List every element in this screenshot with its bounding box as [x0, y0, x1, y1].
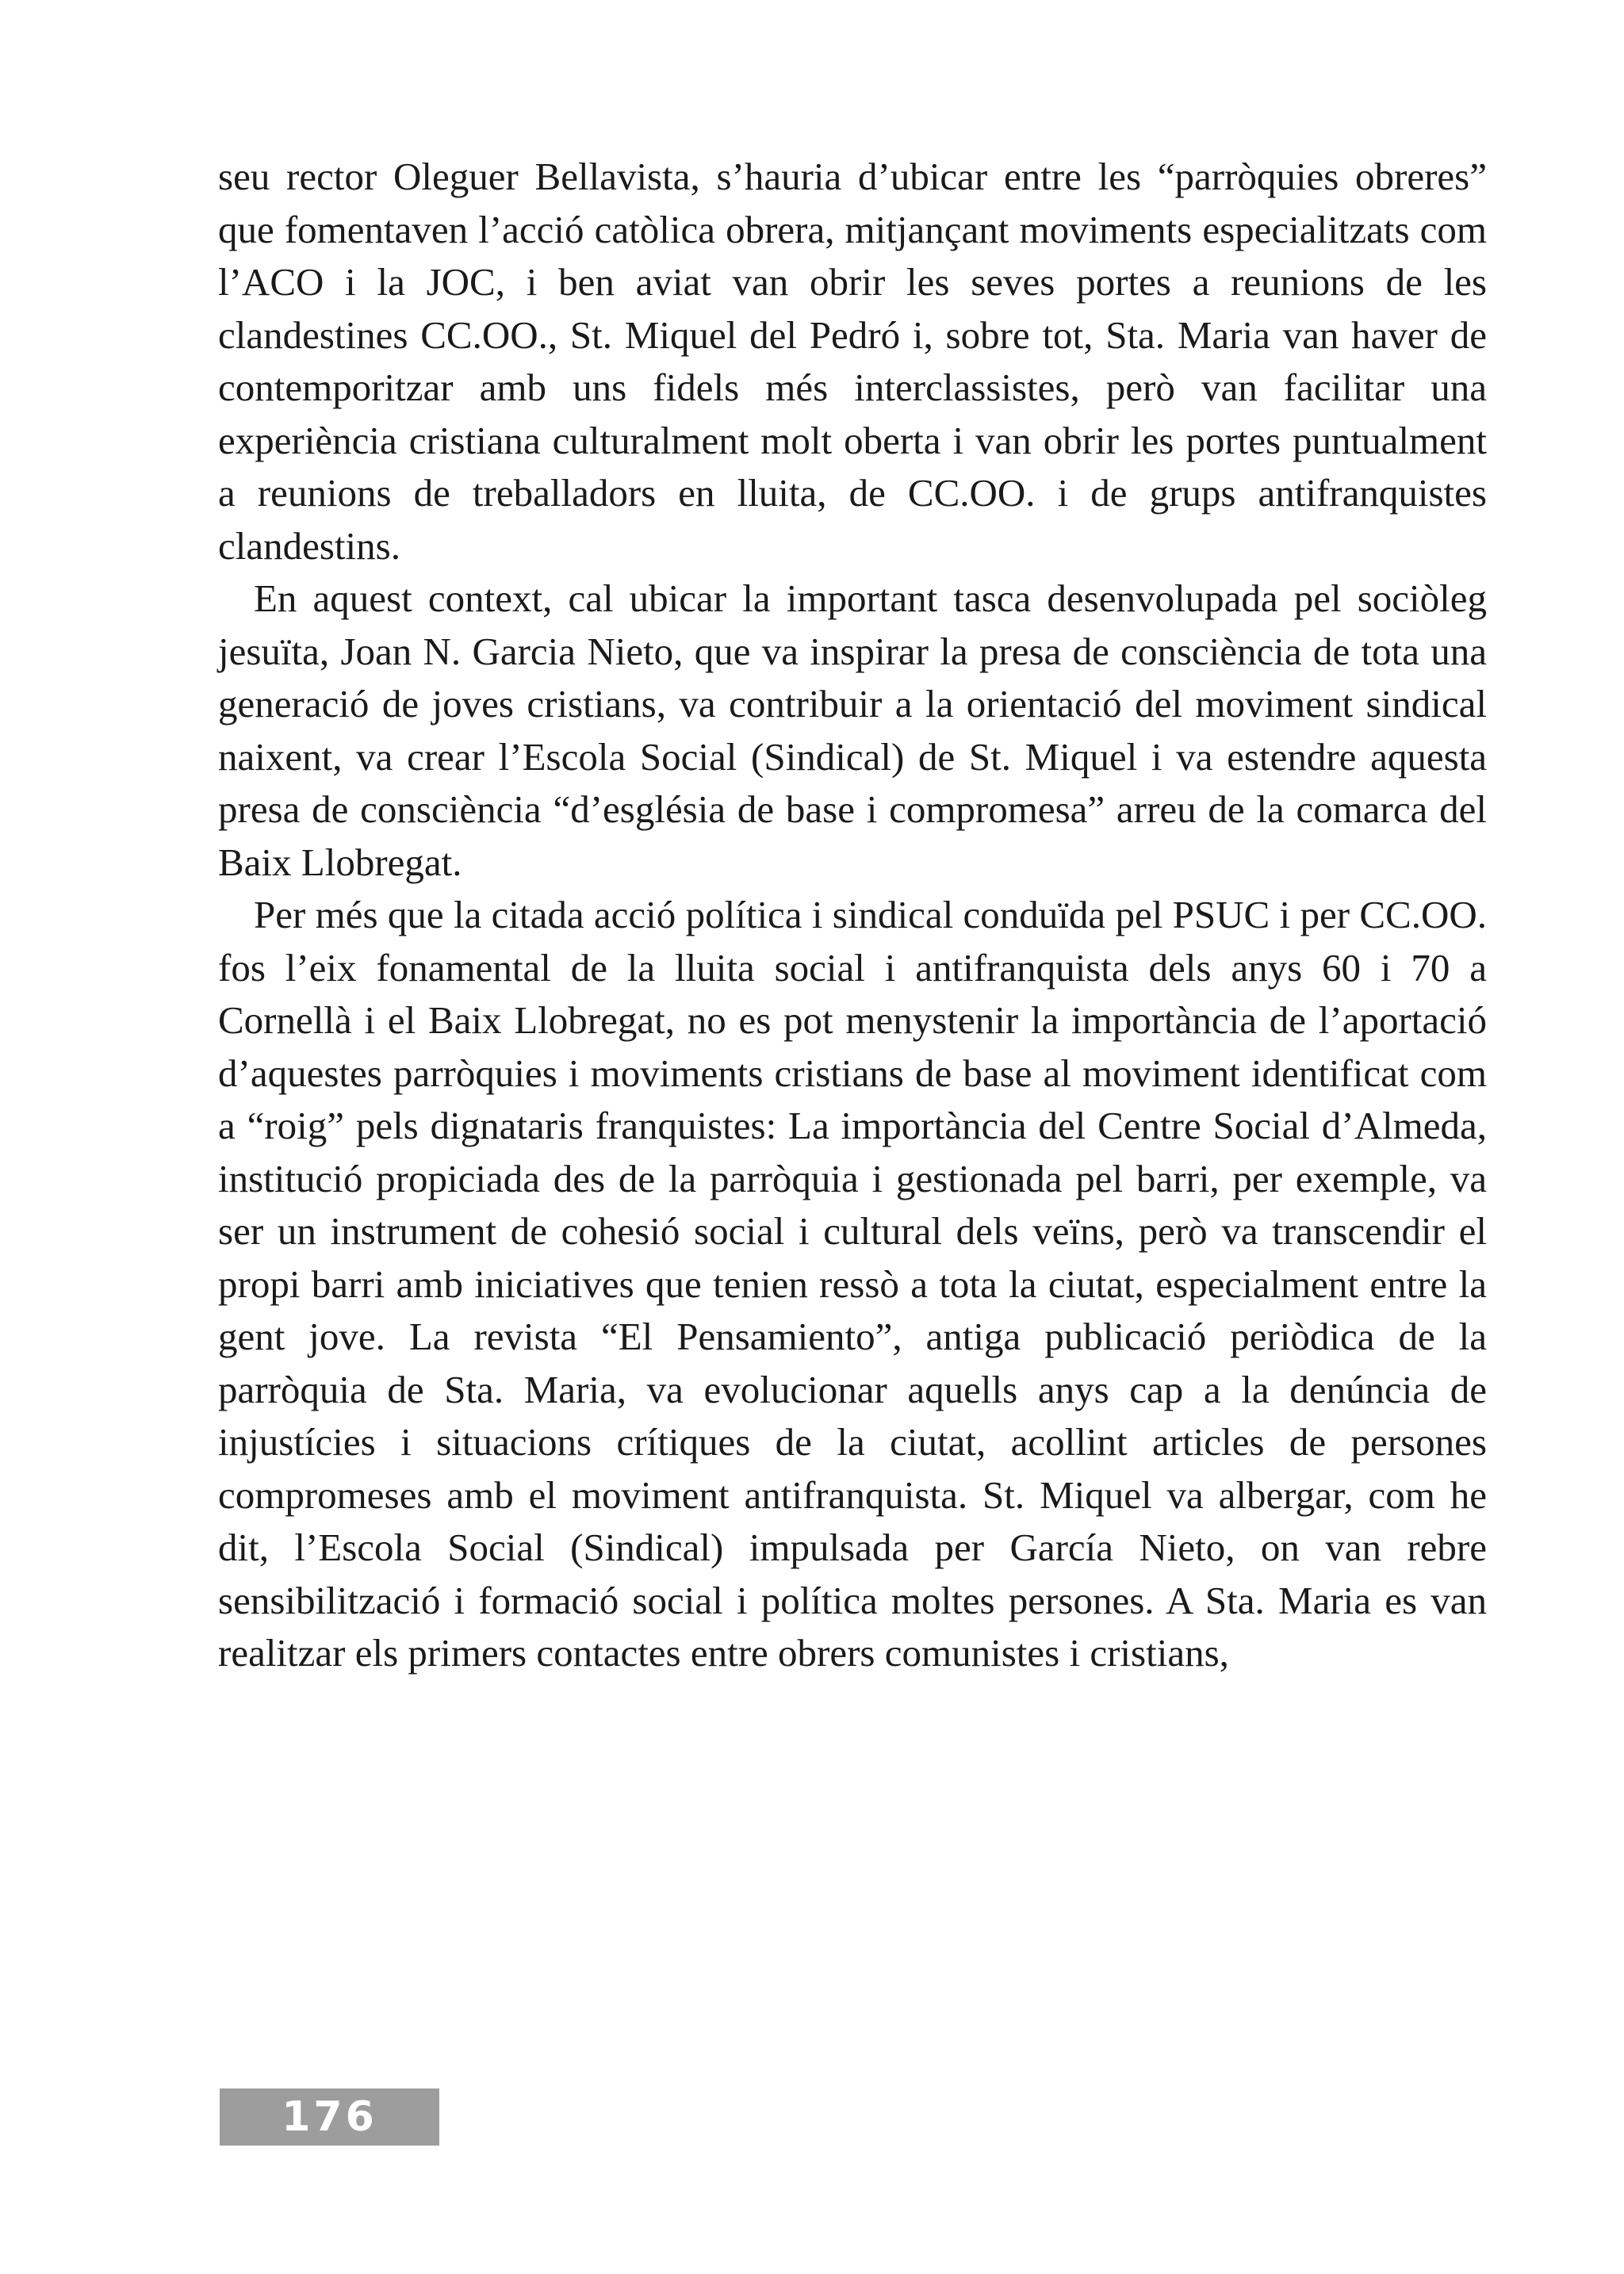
- page-number: 176: [282, 2093, 377, 2141]
- body-text: [218, 151, 1487, 1680]
- paragraph-psuc-ccoo: Per més que la citada acció política i sindical conduïda pel PSUC i per CC.OO. fos l’eix fonamental de la lluita social i antifranquista dels anys 60 i 70 a Cornellà i el Baix Llobregat, no es pot menystenir la importància de l’aportació d’aquestes parròquies i moviments cristians de base al moviment identificat com a “roig” pels dignataris franquistes: La importància del Centre Social d’Almeda, institució propiciada des de la parròquia i gestionada pel barri, per exemple, va ser un instrument de cohesió social i cultural dels veïns, però va transcendir el propi barri amb iniciatives que tenien ressò a tota la ciutat, especialment entre la gent jove. La revista “El Pensamiento”, antiga publicació periòdica de la parròquia de Sta. Maria, va evolucionar aquells anys cap a la denúncia de injustícies i situacions crítiques de la ciutat, acollint articles de persones compromeses amb el moviment antifranquista. St. Miquel va albergar, com he dit, l’Escola Social (Sindical) impulsada per García Nieto, on van rebre sensibilització i formació social i política moltes persones. A Sta. Maria es van realitzar els primers contactes entre obrers comunistes i cristians,: [218, 893, 1487, 1675]
- paragraph-garcia-nieto: En aquest context, cal ubicar la important tasca desenvolupada pel sociòleg jesuïta, Joan N. Garcia Nieto, que va inspirar la presa de consciència de tota una generació de joves cristians, va contribuir a la orientació del moviment sindical naixent, va crear l’Escola Social (Sindical) de St. Miquel i va estendre aquesta presa de consciència “d’església de base i compromesa” arreu de la comarca del Baix Llobregat.: [218, 576, 1487, 884]
- paragraph-continuation: seu rector Oleguer Bellavista, s’hauria d’ubicar entre les “parròquies obreres” que fomentaven l’acció catòlica obrera, mitjançant moviments especialitzats com l’ACO i la JOC, i ben aviat van obrir les seves portes a reunions de les clandestines CC.OO., St. Miquel del Pedró i, sobre tot, Sta. Maria van haver de contemporitzar amb uns fidels més interclassistes, però van facilitar una experiència cristiana culturalment molt oberta i van obrir les portes puntualment a reunions de treballadors en lluita, de CC.OO. i de grups antifranquistes clandestins.: [218, 155, 1487, 568]
- page-number-badge: [220, 2088, 439, 2146]
